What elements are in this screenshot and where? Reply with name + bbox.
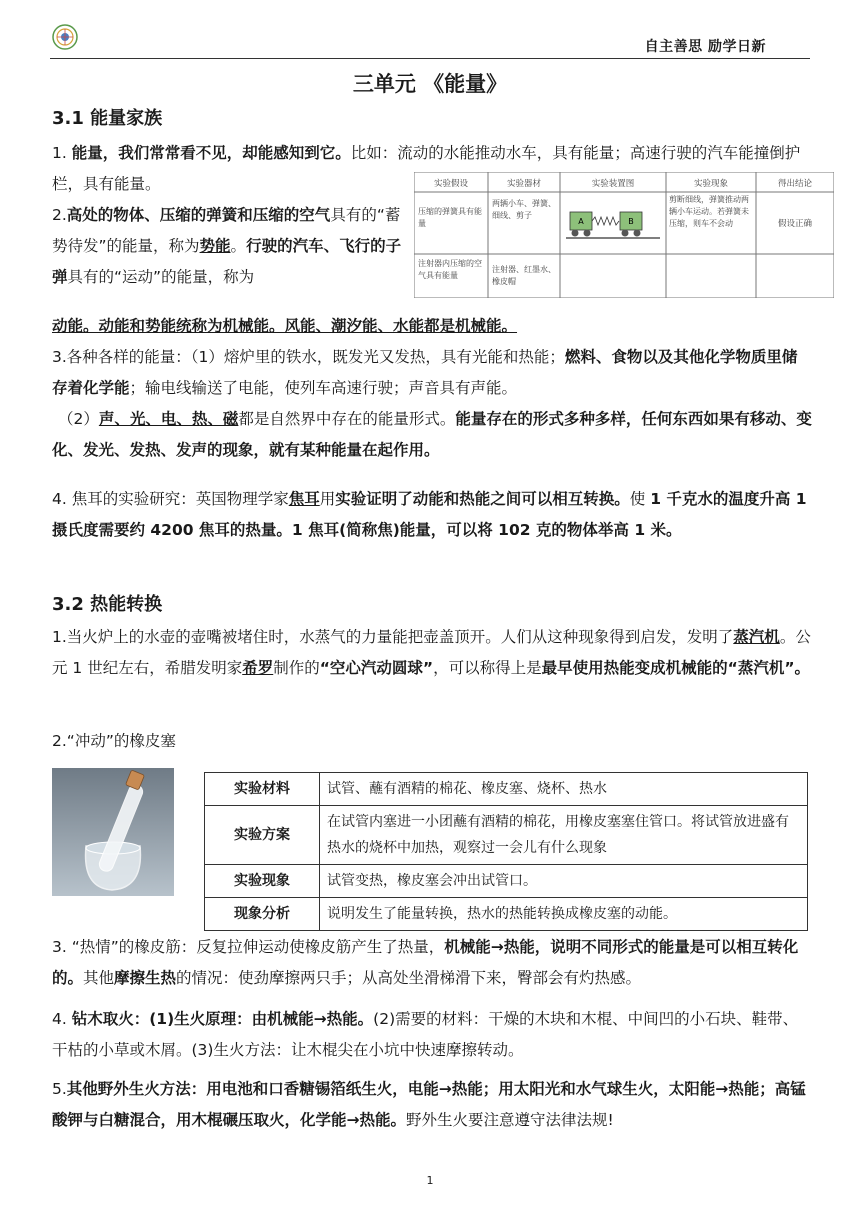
fig-header-1: 实验假设: [433, 179, 469, 189]
rubber-stopper-experiment-table: [204, 772, 808, 931]
section-heading-3-2: 3.2 热能转换: [52, 594, 163, 615]
fig-header-4: 实验现象: [693, 179, 729, 189]
paragraph-6: 1.当火炉上的水壶的壶嘴被堵住时，水蒸气的力量能把壶盖顶开。人们从这种现象得到启发，发明了蒸汽机。公元 1 世纪左右，希腊发明家希罗制作的“空心汽动圆球”，可以称得上是最早使用热能变成机械能的“蒸汽机”。: [52, 628, 811, 677]
cart-b-label: B: [628, 217, 634, 226]
school-logo-icon: [52, 24, 78, 50]
paragraph-8: 3. “热情”的橡皮筋：反复拉伸运动使橡皮筋产生了热量，机械能→热能，说明不同形式的能量是可以相互转化的。其他摩擦生热的情况：使劲摩擦两只手；从高处坐滑梯滑下来，臀部会有灼热感。: [52, 938, 799, 987]
paragraph-4: （2）声、光、电、热、磁都是自然界中存在的能量形式。能量存在的形式多种多样，任何东西如果有移动、变化、发光、发热、发声的现象，就有某种能量在起作用。: [52, 410, 812, 459]
section-heading-3-1: 3.1 能量家族: [52, 108, 163, 129]
spring-experiment-table-image: [414, 172, 834, 298]
test-tube-photo: [52, 768, 174, 896]
table-key: 实验材料: [205, 773, 320, 806]
header-motto: 自主善思 励学日新: [644, 39, 766, 55]
table-key: 实验现象: [205, 865, 320, 898]
fig-header-2: 实验器材: [506, 179, 542, 189]
table-key: 实验方案: [205, 806, 320, 865]
experiment-table-figure: [414, 172, 834, 298]
table-row: [205, 773, 808, 806]
page-number: 1: [426, 1174, 434, 1187]
page-header: [50, 24, 810, 59]
paragraph-2: 2.高处的物体、压缩的弹簧和压缩的空气具有的“蓄势待发”的能量，称为势能。行驶的汽车、飞行的子弹具有的“运动”的能量，称为: [52, 206, 402, 286]
paragraph-10: 5.其他野外生火方法：用电池和口香糖锡箔纸生火，电能→热能；用太阳光和水气球生火，太阳能→热能；高锰酸钾与白糖混合，用木棍碾压取火，化学能→热能。野外生火要注意遵守法律法规!: [52, 1080, 806, 1129]
paragraph-7: 2.“冲动”的橡皮塞: [52, 732, 176, 750]
paragraph-3: 3.各种各样的能量：（1）熔炉里的铁水，既发光又发热，具有光能和热能；燃料、食物以及其他化学物质里储存着化学能；输电线输送了电能，使列车高速行驶；声音具有声能。: [52, 348, 798, 397]
paragraph-2-cont: 动能。动能和势能统称为机械能。风能、潮汐能、水能都是机械能。: [52, 317, 518, 335]
fig-row2-hypothesis: 注射器内压缩的空气具有能量: [418, 259, 482, 280]
fig-row1-conclusion: 假设正确: [777, 219, 813, 229]
fig-row1-materials: 两辆小车、弹簧、细线、剪子: [492, 199, 556, 220]
paragraph-1: 1. 能量，我们常常看不见，却能感知到它。比如：流动的水能推动水车，具有能量；高速行驶的汽车能撞倒护栏，具有能量。: [52, 144, 801, 193]
table-value: 试管、蘸有酒精的棉花、橡皮塞、烧杯、热水: [320, 773, 808, 806]
table-value: 试管变热，橡皮塞会冲出试管口。: [320, 865, 808, 898]
fig-header-3: 实验装置图: [591, 179, 635, 189]
page-title: 三单元 《能量》: [352, 72, 508, 96]
table-value: 说明发生了能量转换，热水的热能转换成橡皮塞的动能。: [320, 898, 808, 931]
table-value: 在试管内塞进一小团蘸有酒精的棉花，用橡皮塞塞住管口。将试管放进盛有热水的烧杯中加热，观察过一会儿有什么现象: [320, 806, 808, 865]
table-row: [205, 806, 808, 865]
fig-row1-hypothesis: 压缩的弹簧具有能量: [418, 207, 482, 228]
table-row: [205, 865, 808, 898]
fig-row1-phenomenon: 剪断细线，弹簧推动两辆小车运动。若弹簧未压缩，则车不会动: [669, 195, 749, 228]
cart-a-label: A: [578, 217, 584, 226]
fig-header-5: 得出结论: [777, 179, 813, 189]
table-row: [205, 898, 808, 931]
paragraph-9: 4. 钻木取火：(1)生火原理：由机械能→热能。(2)需要的材料：干燥的木块和木棍、中间凹的小石块、鞋带、干枯的小草或木屑。(3)生火方法：让木棍尖在小坑中快速摩擦转动。: [52, 1010, 799, 1059]
table-key: 现象分析: [205, 898, 320, 931]
test-tube-icon: [52, 768, 174, 896]
paragraph-5: 4. 焦耳的实验研究：英国物理学家焦耳用实验证明了动能和热能之间可以相互转换。使 1 千克水的温度升高 1 摄氏度需要约 4200 焦耳的热量。1 焦耳(简称焦)能量，可以将 102 克的物体举高 1 米。: [52, 490, 807, 539]
fig-row2-materials: 注射器、红墨水、橡皮帽: [492, 265, 556, 286]
